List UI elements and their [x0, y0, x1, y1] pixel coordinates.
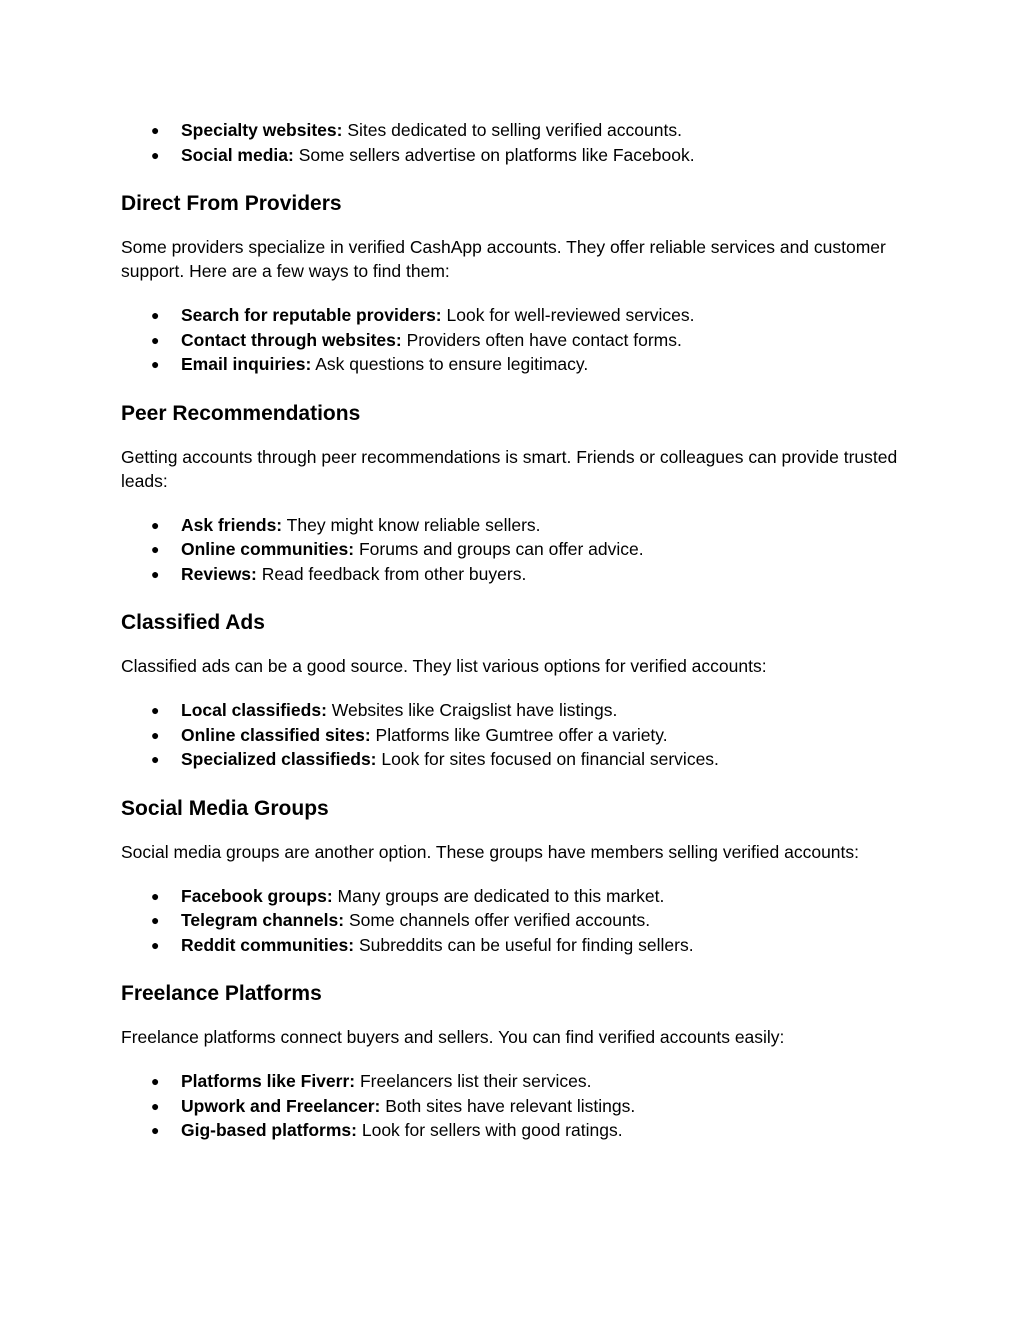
item-label: Reviews: — [181, 563, 257, 584]
list-item — [121, 1094, 911, 1119]
list-item — [121, 352, 911, 377]
item-text: Both sites have relevant listings. — [380, 1095, 636, 1116]
item-text: Look for sellers with good ratings. — [357, 1120, 623, 1140]
section-paragraph: Freelance platforms connect buyers and sellers. You can find verified accounts easily: — [121, 1027, 785, 1047]
bullet-icon: ● — [151, 726, 160, 743]
section-paragraph: Getting accounts through peer recommendations is smart. Friends or colleagues can provide trusted leads: — [121, 446, 898, 491]
bullet-icon: ● — [151, 146, 160, 163]
item-label: Upwork and Freelancer: — [181, 1095, 381, 1116]
item-text: They might know reliable sellers. — [282, 514, 541, 535]
item-text: Ask questions to ensure legitimacy. — [311, 354, 589, 374]
section-heading: Social Media Groups — [121, 796, 329, 820]
item-label: Online classified sites: — [181, 724, 371, 745]
list-item — [121, 698, 911, 723]
section-paragraph: Some providers specialize in verified CashApp accounts. They offer reliable services and customer support. Here are a few ways to find them: — [121, 237, 886, 281]
item-label: Reddit communities: — [181, 934, 355, 955]
item-label: Specialty websites: — [181, 120, 343, 140]
list-item — [121, 908, 911, 933]
item-label: Social media: — [181, 144, 294, 165]
item-label: Local classifieds: — [181, 700, 327, 720]
bullet-icon: ● — [151, 912, 160, 928]
item-text: Many groups are dedicated to this market. — [332, 885, 665, 906]
list-item — [121, 747, 911, 772]
item-text: Platforms like Gumtree offer a variety. — [370, 724, 668, 745]
item-text: Look for sites focused on financial services. — [376, 749, 719, 769]
item-text: Some sellers advertise on platforms like Facebook. — [293, 144, 695, 165]
list-item — [121, 537, 911, 562]
item-label: Gig-based platforms: — [181, 1120, 357, 1140]
item-text: Forums and groups can offer advice. — [354, 539, 644, 559]
section-heading: Peer Recommendations — [121, 401, 361, 425]
bullet-icon: ● — [151, 1097, 160, 1114]
document-content — [121, 118, 911, 1143]
section-bullet-list — [121, 513, 911, 587]
list-item — [121, 328, 911, 353]
list-item — [121, 303, 911, 328]
item-text: Sites dedicated to selling verified accounts. — [342, 120, 682, 140]
list-item — [121, 143, 911, 168]
item-label: Search for reputable providers: — [181, 305, 442, 325]
list-item — [121, 884, 911, 909]
item-text: Subreddits can be useful for finding sellers. — [354, 934, 694, 955]
list-item — [121, 562, 911, 587]
section-bullet-list — [121, 303, 911, 377]
bullet-icon: ● — [151, 1073, 160, 1089]
bullet-icon: ● — [151, 565, 160, 582]
item-text: Websites like Craigslist have listings. — [326, 700, 618, 720]
bullet-icon: ● — [151, 1122, 160, 1138]
bullet-icon: ● — [151, 331, 160, 348]
bullet-icon: ● — [151, 887, 160, 904]
section-heading: Freelance Platforms — [121, 982, 322, 1005]
list-item — [121, 723, 911, 748]
list-item — [121, 513, 911, 538]
list-item — [121, 933, 911, 958]
item-label: Specialized classifieds: — [181, 749, 377, 769]
list-item — [121, 1118, 911, 1143]
item-text: Some channels offer verified accounts. — [344, 910, 651, 930]
section-bullet-list — [121, 1069, 911, 1143]
item-label: Contact through websites: — [181, 329, 402, 350]
item-label: Facebook groups: — [181, 885, 333, 906]
bullet-icon: ● — [151, 751, 160, 767]
item-text: Read feedback from other buyers. — [256, 563, 527, 584]
bullet-icon: ● — [151, 936, 160, 953]
item-text: Look for well-reviewed services. — [441, 305, 695, 325]
bullet-icon: ● — [151, 702, 160, 718]
bullet-icon: ● — [151, 122, 160, 138]
intro-bullet-list — [121, 118, 911, 167]
item-label: Online communities: — [181, 539, 355, 559]
item-text: Providers often have contact forms. — [401, 329, 682, 350]
item-label: Ask friends: — [181, 514, 283, 535]
item-text: Freelancers list their services. — [355, 1071, 592, 1091]
item-label: Platforms like Fiverr: — [181, 1071, 356, 1091]
item-label: Email inquiries: — [181, 354, 312, 374]
bullet-icon: ● — [151, 356, 160, 372]
item-label: Telegram channels: — [181, 910, 345, 930]
section-heading: Direct From Providers — [121, 192, 342, 215]
section-paragraph: Classified ads can be a good source. They list various options for verified accounts: — [121, 656, 767, 676]
section-heading: Classified Ads — [121, 611, 265, 634]
section-bullet-list — [121, 698, 911, 772]
list-item — [121, 1069, 911, 1094]
section-paragraph: Social media groups are another option. These groups have members selling verified accounts: — [121, 841, 860, 862]
bullet-icon: ● — [151, 541, 160, 557]
section-bullet-list — [121, 884, 911, 958]
bullet-icon: ● — [151, 516, 160, 533]
bullet-icon: ● — [151, 307, 160, 323]
list-item — [121, 118, 911, 143]
